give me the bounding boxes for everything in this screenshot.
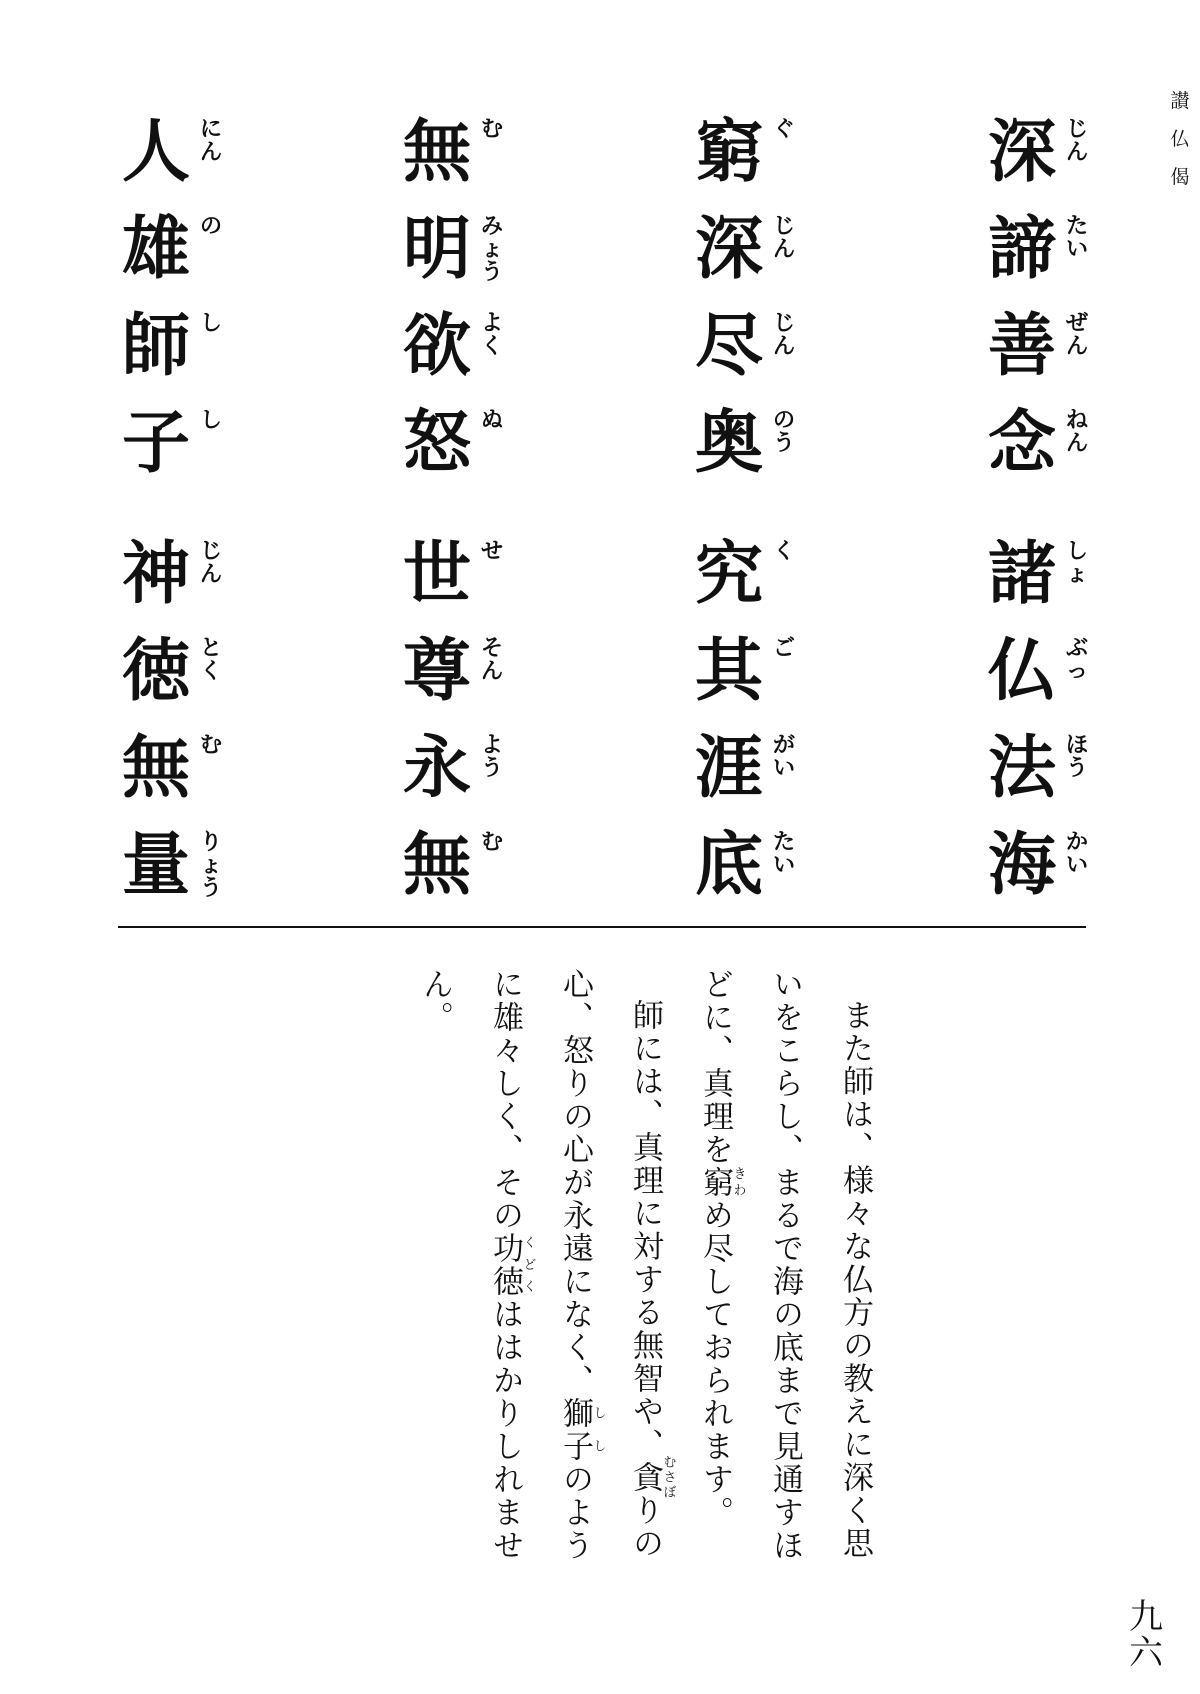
text-run: ははかりしれません。	[417, 968, 523, 1562]
running-title-char: 仏	[1170, 128, 1190, 150]
text-run: のように雄々しく、その	[487, 968, 593, 1562]
verse-character	[122, 403, 252, 506]
verse-character	[695, 631, 825, 734]
verse-column	[403, 534, 533, 928]
kanji: 無	[403, 112, 472, 192]
verse-character	[403, 534, 533, 637]
kanji: 人	[122, 112, 191, 192]
kanji: 諸	[988, 534, 1057, 614]
verse-column	[122, 112, 252, 506]
verse-character	[695, 534, 825, 637]
verse-character	[122, 728, 252, 831]
verse-character	[122, 825, 252, 928]
furigana: と く	[200, 636, 223, 685]
ruby-base: 獅子	[557, 1397, 593, 1463]
kanji: 量	[122, 825, 191, 905]
kanji: 法	[988, 728, 1057, 808]
verse-character	[988, 534, 1118, 637]
verse-column	[403, 112, 533, 506]
furigana: よ く	[481, 311, 504, 360]
furigana: し ょ	[1066, 539, 1089, 588]
ruby-word	[487, 1232, 536, 1298]
furigana: ぐ	[773, 117, 796, 142]
text-run: また師は、様々な仏方の教えに深く思いをこらし、まるで海の底まで見通すほどに、真理を	[697, 968, 873, 1562]
verse-character	[695, 209, 825, 312]
furigana: じ ん	[773, 214, 796, 263]
verse-character	[122, 631, 252, 734]
kanji: 深	[695, 209, 764, 289]
verse-character	[695, 728, 825, 831]
running-title	[1160, 92, 1200, 206]
furigana: む	[481, 117, 504, 142]
kanji: 善	[988, 306, 1057, 386]
commentary-paragraph	[680, 968, 890, 1588]
verse-character	[403, 825, 533, 928]
verse-character	[695, 825, 825, 928]
furigana: が い	[773, 733, 796, 782]
verse-character	[403, 112, 533, 215]
kanji: 怒	[403, 403, 472, 483]
verse-column	[988, 112, 1118, 506]
furigana: た い	[1066, 214, 1089, 263]
kanji: 奥	[695, 403, 764, 483]
verse-character	[403, 631, 533, 734]
kanji: 深	[988, 112, 1057, 192]
running-title-char: 讃	[1170, 90, 1190, 112]
page-number	[1124, 1597, 1168, 1673]
kanji: 尽	[695, 306, 764, 386]
kanji: 仏	[988, 631, 1057, 711]
verse-character	[695, 403, 825, 506]
furigana: じ ん	[1066, 117, 1089, 166]
page-number-digit: 九	[1129, 1597, 1163, 1637]
verse-column	[695, 112, 825, 506]
furigana: の う	[773, 408, 796, 457]
furigana: か い	[1066, 830, 1089, 879]
kanji: 窮	[695, 112, 764, 192]
kanji: 子	[122, 403, 191, 483]
text-run: 師には、真理に対する無智や、	[627, 999, 663, 1461]
divider	[118, 926, 1086, 928]
verse-character	[988, 306, 1118, 409]
furigana: せ	[481, 539, 504, 564]
verse-character	[403, 306, 533, 409]
kanji: 究	[695, 534, 764, 614]
kanji: 海	[988, 825, 1057, 905]
furigana: く	[773, 539, 796, 564]
ruby-base: 窮	[697, 1166, 733, 1199]
verse-character	[988, 631, 1118, 734]
verse-character	[988, 728, 1118, 831]
furigana: じ ん	[200, 539, 223, 588]
kanji: 底	[695, 825, 764, 905]
kanji: 念	[988, 403, 1057, 483]
furigana: じ ん	[773, 311, 796, 360]
ruby-word	[627, 1455, 676, 1500]
furigana: ね ん	[1066, 408, 1089, 457]
furigana: ぶ っ	[1066, 636, 1089, 685]
verse-character	[122, 112, 252, 215]
verse-character	[403, 728, 533, 831]
kanji: 世	[403, 534, 472, 614]
ruby-reading: くどく	[520, 1232, 536, 1298]
commentary-text	[330, 968, 890, 1588]
furigana: り ょ う	[200, 830, 223, 902]
verse-character	[122, 534, 252, 637]
verse-character	[695, 306, 825, 409]
kanji: 其	[695, 631, 764, 711]
kanji: 師	[122, 306, 191, 386]
ruby-reading: むさぼ	[660, 1455, 676, 1500]
commentary-paragraph	[400, 968, 680, 1588]
kanji: 雄	[122, 209, 191, 289]
kanji: 神	[122, 534, 191, 614]
furigana: ご	[773, 636, 796, 661]
page-number-digit: 六	[1129, 1632, 1163, 1673]
ruby-base: 貪	[627, 1455, 663, 1500]
text-run: め尽しておられます。	[697, 1199, 733, 1529]
kanji: 諦	[988, 209, 1057, 289]
verse-character	[122, 306, 252, 409]
furigana: に ん	[200, 117, 223, 166]
ruby-word	[557, 1397, 606, 1463]
furigana: よ う	[481, 733, 504, 782]
verse-character	[695, 112, 825, 215]
text-run: りの心、怒りの心が永遠になく、	[557, 968, 663, 1560]
furigana: ぜ ん	[1066, 311, 1089, 360]
ruby-reading: きわ	[730, 1166, 746, 1199]
kanji: 無	[122, 728, 191, 808]
running-title-char: 偈	[1170, 166, 1190, 188]
furigana: そ ん	[481, 636, 504, 685]
kanji: 永	[403, 728, 472, 808]
kanji: 明	[403, 209, 472, 289]
kanji: 徳	[122, 631, 191, 711]
verse-character	[988, 825, 1118, 928]
verse-character	[988, 209, 1118, 312]
furigana: し	[200, 311, 223, 336]
kanji: 涯	[695, 728, 764, 808]
ruby-word	[697, 1166, 746, 1199]
kanji: 欲	[403, 306, 472, 386]
furigana: た い	[773, 830, 796, 879]
verse-character	[403, 403, 533, 506]
furigana: し	[200, 408, 223, 433]
verse-character	[122, 209, 252, 312]
ruby-reading: しし	[590, 1397, 606, 1463]
verse-column	[122, 534, 252, 928]
verse-character	[403, 209, 533, 312]
furigana: む	[200, 733, 223, 758]
furigana: ほ う	[1066, 733, 1089, 782]
furigana: む	[481, 830, 504, 855]
kanji: 尊	[403, 631, 472, 711]
furigana: ぬ	[481, 408, 504, 433]
verse-column	[988, 534, 1118, 928]
kanji: 無	[403, 825, 472, 905]
verse-character	[988, 112, 1118, 215]
furigana: み ょ う	[481, 214, 504, 286]
verse-character	[988, 403, 1118, 506]
verse-column	[695, 534, 825, 928]
furigana: の	[200, 214, 223, 239]
ruby-base: 功徳	[487, 1232, 523, 1298]
